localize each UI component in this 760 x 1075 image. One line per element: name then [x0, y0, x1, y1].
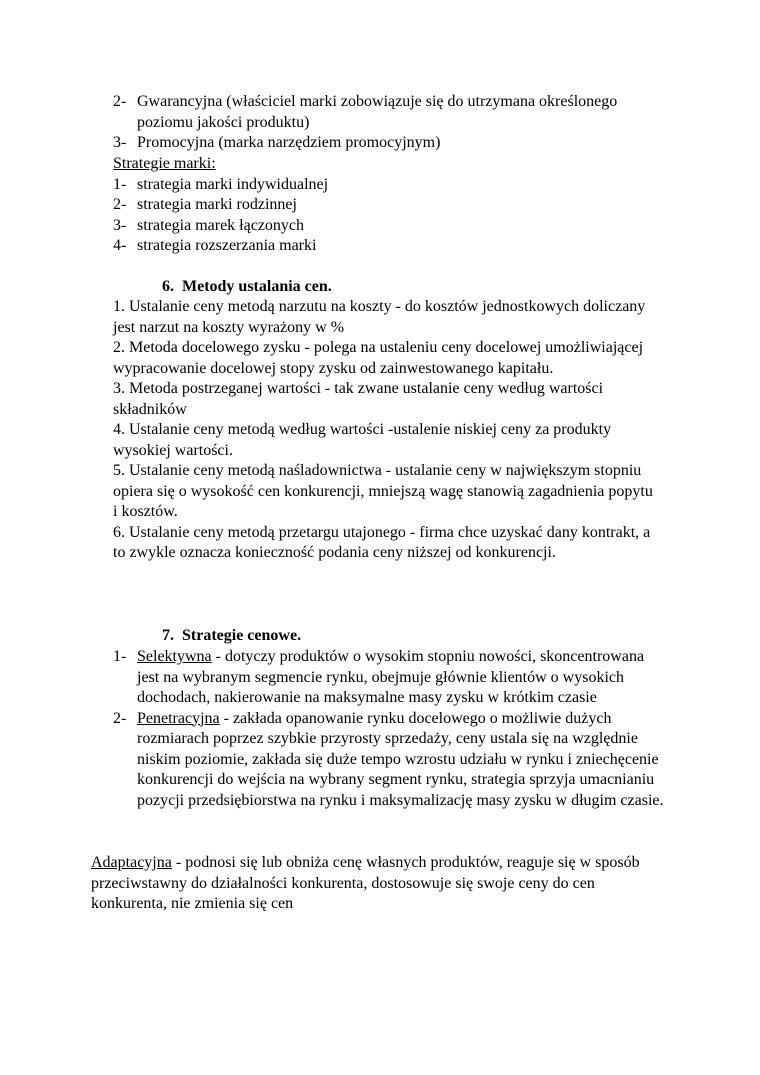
list-text: strategia rozszerzania marki	[137, 237, 317, 254]
list-text: strategia marek łączonych	[137, 216, 305, 234]
section-title: Strategie cenowe.	[182, 627, 302, 644]
list-item	[113, 175, 633, 196]
list-item	[113, 216, 633, 237]
brand-type-list	[113, 92, 633, 154]
list-text: Promocyjna (marka narzędziem promocyjnym)	[137, 134, 441, 151]
list-number: 1-	[113, 175, 127, 193]
term: Penetracyjna	[137, 709, 220, 727]
adaptive-strategy-paragraph	[91, 853, 666, 915]
list-text	[137, 709, 668, 812]
paragraph: 5. Ustalanie ceny metodą naśladownictwa - ustalanie ceny w największym stopniu opiera się o wysokość cen konkurencji, mniejszą wagę stanowią zagadnienia popytu i kosztów.	[113, 462, 653, 520]
list-item	[113, 133, 633, 154]
definition: - podnosi się lub obniża cenę własnych produktów, reaguje się w sposób przeciwstawny do działalności konkurenta, dostosowuje się swoje ceny do cen konkurenta, nie zmienia się cen	[91, 854, 640, 912]
list-item	[113, 709, 668, 812]
list-item	[113, 195, 633, 216]
brand-strategies	[113, 154, 633, 257]
paragraph: 6. Ustalanie ceny metodą przetargu utajonego - firma chce uzyskać dany kontrakt, a to zwykle oznacza konieczność podania ceny niższej od konkurencji.	[113, 523, 651, 561]
price-strategies-list	[113, 647, 668, 811]
list-text	[137, 647, 668, 709]
section-title: Metody ustalania cen.	[182, 278, 332, 295]
list-number: 3-	[113, 216, 127, 234]
list-number: 2-	[113, 196, 127, 213]
list-item	[113, 92, 633, 133]
list-item	[113, 647, 668, 709]
paragraph: 1. Ustalanie ceny metodą narzutu na koszty - do kosztów jednostkowych doliczany jest narzut na koszty wyrażony w %	[113, 298, 646, 336]
section-6-heading	[162, 277, 332, 298]
section-6-body	[113, 297, 653, 564]
list-text: Gwarancyjna (właściciel marki zobowiązuje się do utrzymana określonego poziomu jakości produktu)	[137, 93, 618, 131]
paragraph: 2. Metoda docelowego zysku - polega na ustaleniu ceny docelowej umożliwiającej wypracowanie docelowej stopy zysku od zainwestowanego kapitału.	[113, 339, 644, 377]
list-text: strategia marki indywidualnej	[137, 175, 329, 193]
list-number: 4-	[113, 237, 127, 254]
list-item	[113, 236, 633, 257]
list-text: strategia marki rodzinnej	[137, 196, 297, 213]
paragraph: 4. Ustalanie ceny metodą według wartości -ustalenie niskiej ceny za produkty wysokiej wartości.	[113, 421, 612, 459]
section-number: 7.	[162, 627, 174, 644]
section-7-heading	[162, 626, 301, 647]
list-number: 2-	[113, 93, 127, 110]
definition: - dotyczy produktów o wysokim stopniu nowości, skoncentrowana jest na wybranym segmencie rynku, obejmuje głównie klientów o wysokich dochodach, nakierowanie na maksymalne masy zysku w krótkim czasie	[137, 648, 645, 706]
term: Selektywna	[137, 648, 212, 665]
section-number: 6.	[162, 278, 174, 295]
list-number: 2-	[113, 709, 127, 727]
list-number: 3-	[113, 134, 127, 151]
definition: - zakłada opanowanie rynku docelowego o możliwie dużych rozmiarach poprzez szybkie przyrosty sprzedaży, ceny ustala się na względnie niskim poziomie, zakłada się duże tempo wzrostu udziału w rynku i zniechęcenie konkurencji do wejścia na wybrany segment rynku, strategia sprzyja umacnianiu pozycji przedsiębiorstwa na rynku i maksymalizację masy zysku w długim czasie.	[137, 709, 664, 809]
brand-strategies-heading: Strategie marki:	[113, 155, 216, 172]
list-number: 1-	[113, 648, 127, 665]
term: Adaptacyjna	[91, 854, 172, 871]
paragraph: 3. Metoda postrzeganej wartości - tak zwane ustalanie ceny według wartości składników	[113, 380, 604, 418]
